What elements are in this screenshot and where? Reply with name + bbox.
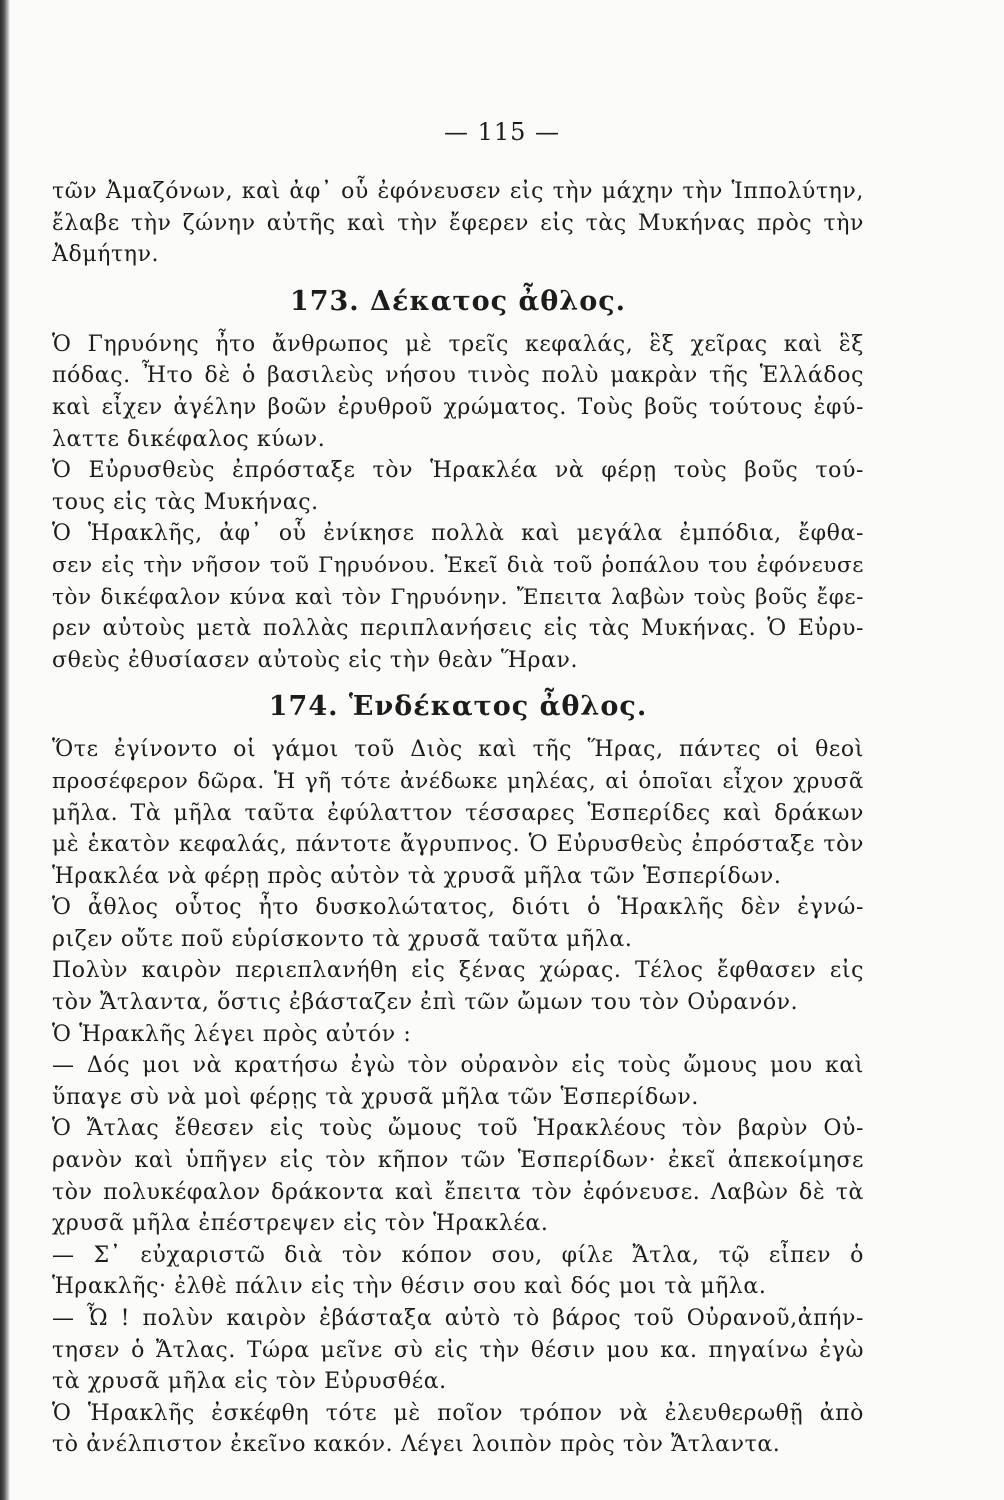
text-line: Ὁ Εὐρυσθεὺς ἐπρόσταξε τὸν Ἡρακλέα νὰ φέρῃ τοὺς βοῦς τού-	[52, 458, 864, 484]
text-line: καὶ εἶχεν ἀγέλην βοῶν ἐρυθροῦ χρώματος. Τοὺς βοῦς τούτους ἐφύ-	[52, 394, 864, 420]
text-line: ρεν αὐτοὺς μετὰ πολλὰς περιπλανήσεις εἰς τὰς Μυκήνας. Ὁ Εὐρυ-	[52, 616, 864, 642]
text-line: τὸν δικέφαλον κύνα καὶ τὸν Γηρυόνην. Ἔπειτα λαβὼν τοὺς βοῦς ἔφε-	[52, 584, 864, 610]
text-line: μὲ ἑκατὸν κεφαλάς, πάντοτε ἄγρυπνος. Ὁ Εὐρυσθεὺς ἐπρόσταξε τὸν	[52, 832, 864, 858]
text-line: τῶν Ἀμαζόνων, καὶ ἀφ᾽ οὗ ἐφόνευσεν εἰς τὴν μάχην τὴν Ἱππολύτην,	[52, 179, 864, 204]
page-binding-edge	[0, 0, 10, 1500]
text-line: Ἡρακλέα νὰ φέρῃ πρὸς αὐτὸν τὰ χρυσᾶ μῆλα τῶν Ἑσπερίδων.	[52, 863, 782, 889]
text-line: Ὁ Ἄτλας ἔθεσεν εἰς τοὺς ὤμους τοῦ Ἡρακλέους τὸν βαρὺν Οὐ-	[52, 1116, 864, 1142]
text-line: τὰ χρυσᾶ μῆλα εἰς τὸν Εὐρυσθέα.	[52, 1369, 447, 1395]
page-number: — 115 —	[443, 118, 561, 146]
text-line: Ὅτε ἐγίνοντο οἱ γάμοι τοῦ Διὸς καὶ τῆς Ἥρας, πάντες οἱ θεοὶ	[52, 737, 864, 763]
text-line: — Ὦ ! πολὺν καιρὸν ἐβάσταξα αὐτὸ τὸ βάρος τοῦ Οὐρανοῦ,ἀπήν-	[52, 1306, 864, 1331]
text-line: — Σ᾽ εὐχαριστῶ διὰ τὸν κόπον σου, φίλε Ἄτλα, τῷ εἶπεν ὁ	[52, 1242, 864, 1268]
text-line: προσέφερον δῶρα. Ἡ γῆ τότε ἀνέδωκε μηλέας, αἱ ὁποῖαι εἶχον χρυσᾶ	[52, 768, 864, 794]
text-line: τησεν ὁ Ἄτλας. Τώρα μεῖνε σὺ εἰς τὴν θέσιν μου κα. πηγαίνω ἐγὼ	[52, 1337, 864, 1363]
text-line: ὕπαγε σὺ νὰ μοὶ φέρῃς τὰ χρυσᾶ μῆλα τῶν Ἑσπερίδων.	[52, 1084, 699, 1110]
text-line: ρανὸν καὶ ὑπῆγεν εἰς τὸν κῆπον τῶν Ἑσπερίδων· ἐκεῖ ἀπεκοίμησε	[52, 1148, 864, 1174]
section-heading: 173. Δέκατος ἆθλος.	[289, 285, 627, 317]
text-line: τὸν πολυκέφαλον δράκοντα καὶ ἔπειτα τὸν ἐφόνευσε. Λαβὼν δὲ τὰ	[52, 1179, 864, 1205]
text-line: τὸν Ἄτλαντα, ὅστις ἐβάσταζεν ἐπὶ τῶν ὤμων του τὸν Οὐρανόν.	[52, 990, 799, 1016]
text-line: Ὁ Ἡρακλῆς λέγει πρὸς αὐτόν :	[52, 1021, 412, 1047]
text-line: Πολὺν καιρὸν περιεπλανήθη εἰς ξένας χώρας. Τέλος ἔφθασεν εἰς	[52, 958, 864, 984]
text-line: τὸ ἀνέλπιστον ἐκεῖνο κακόν. Λέγει λοιπὸν πρὸς τὸν Ἄτλαντα.	[52, 1432, 781, 1458]
text-line: σεν εἰς τὴν νῆσον τοῦ Γηρυόνου. Ἐκεῖ διὰ τοῦ ῥοπάλου του ἐφόνευσε	[52, 552, 864, 578]
section-heading: 174. Ἑνδέκατος ἆθλος.	[268, 691, 648, 723]
text-line: Ὁ Ἡρακλῆς ἐσκέφθη τότε μὲ ποῖον τρόπον νὰ ἐλευθερωθῇ ἀπὸ	[52, 1400, 864, 1426]
text-line: Ἡρακλῆς· ἐλθὲ πάλιν εἰς τὴν θέσιν σου καὶ δός μοι τὰ μῆλα.	[52, 1274, 767, 1300]
text-line: ριζεν οὔτε ποῦ εὑρίσκοντο τὰ χρυσᾶ ταῦτα μῆλα.	[52, 926, 633, 952]
text-line: λαττε δικέφαλος κύων.	[52, 426, 326, 452]
text-line: μῆλα. Τὰ μῆλα ταῦτα ἐφύλαττον τέσσαρες Ἑσπερίδες καὶ δράκων	[52, 800, 864, 826]
text-line: χρυσᾶ μῆλα ἐπέστρεψεν εἰς τὸν Ἡρακλέα.	[52, 1211, 549, 1237]
text-line: πόδας. Ἦτο δὲ ὁ βασιλεὺς νήσου τινὸς πολὺ μακρὰν τῆς Ἑλλάδος	[52, 363, 864, 389]
body-text	[52, 176, 864, 1461]
text-line: ἔλαβε τὴν ζώνην αὐτῆς καὶ τὴν ἔφερεν εἰς τὰς Μυκήνας πρὸς τὴν	[52, 210, 864, 236]
text-line: τους εἰς τὰς Μυκήνας.	[52, 489, 319, 515]
text-line: Ὁ ἆθλος οὗτος ἦτο δυσκολώτατος, διότι ὁ Ἡρακλῆς δὲν ἐγνώ-	[52, 895, 864, 921]
text-line: Ἀδμήτην.	[52, 242, 160, 268]
text-line: Ὁ Ἡρακλῆς, ἀφ᾽ οὗ ἐνίκησε πολλὰ καὶ μεγάλα ἐμπόδια, ἔφθα-	[52, 521, 864, 547]
text-line: — Δός μοι νὰ κρατήσω ἐγὼ τὸν οὐρανὸν εἰς τοὺς ὤμους μου καὶ	[52, 1053, 864, 1079]
text-line: Ὁ Γηρυόνης ἦτο ἄνθρωπος μὲ τρεῖς κεφαλάς, ἓξ χεῖρας καὶ ἓξ	[52, 331, 864, 357]
text-line: σθεὺς ἐθυσίασεν αὐτοὺς εἰς τὴν θεὰν Ἥραν.	[52, 647, 579, 673]
